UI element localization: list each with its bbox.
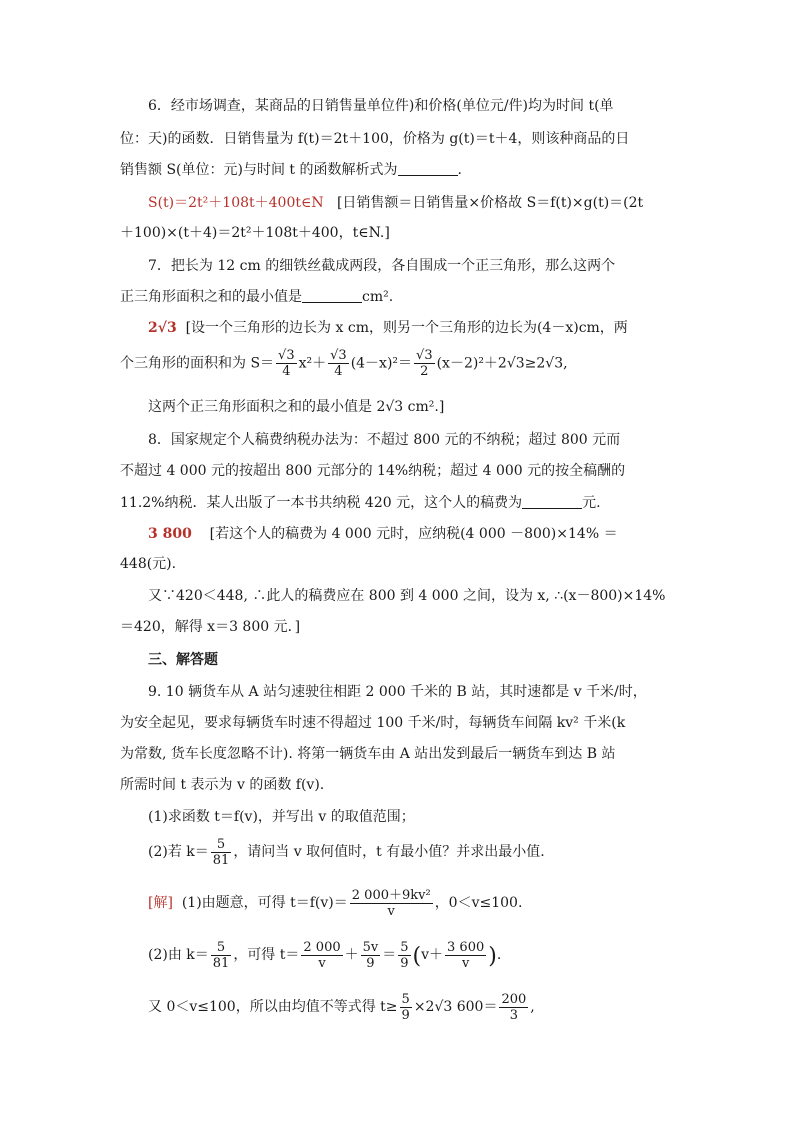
q8-line-3 <box>120 493 601 513</box>
q7-answer-line <box>148 318 628 338</box>
answer-blank <box>398 161 458 176</box>
fraction-den: 4 <box>334 364 343 379</box>
fraction-num: 3 600 <box>447 939 485 955</box>
fraction-den: 81 <box>212 852 230 868</box>
q9-sol2-text: ，可得 t＝ <box>233 947 300 963</box>
fraction-den: v <box>318 955 326 971</box>
fraction-den: v <box>461 955 470 971</box>
period: . <box>496 947 502 963</box>
q6-solution-2: ＋100)×(t＋4)＝2t²＋108t＋400，t∈N.] <box>120 225 390 241</box>
q7-sol2-term: (x－2)²＋2√3≥2√3, <box>436 355 568 372</box>
fraction-den: v <box>387 903 395 919</box>
fraction-den: 2 <box>420 364 429 379</box>
q6-line-2: 位：天)的函数．日销售量为 f(t)＝2t＋100，价格为 g(t)＝t＋4，则该种商品的日 <box>120 131 630 147</box>
fraction <box>414 348 435 379</box>
q9-part-2-question: ，请问当 v 取何值时，t 有最小值？并求出最小值. <box>233 844 545 860</box>
fraction-num: 5 <box>211 837 232 853</box>
q8-line-1: 8．国家规定个人稿费纳税办法为：不超过 800 元的不纳税；超过 800 元而 <box>148 432 621 448</box>
q8-line-3-end: 元. <box>582 495 601 511</box>
answer-blank <box>522 494 582 509</box>
q9-sol1-range: ，0＜v≤100. <box>434 895 523 911</box>
q6-line-3-end: . <box>457 162 462 178</box>
q8-solution-4: ＝420，解得 x＝3 800 元．] <box>120 619 301 635</box>
right-paren: ) <box>488 944 497 969</box>
q6-line-1: 6．经市场调查，某商品的日销售量单位件)和价格(单位元/件)均为时间 t(单 <box>148 98 614 114</box>
answer-blank <box>302 288 362 303</box>
fraction <box>276 348 297 379</box>
q7-solution-2 <box>120 348 568 379</box>
q7-answer: 2√3 <box>148 320 177 336</box>
fraction <box>398 940 410 971</box>
fraction-num: 5 <box>401 991 410 1007</box>
q7-sol2-term: x²＋ <box>298 355 327 372</box>
fraction-den: 81 <box>212 955 230 971</box>
q9-sol3-term: ×2√3 600＝ <box>413 999 498 1015</box>
q9-line-4: 所需时间 t 表示为 v 的函数 f(v). <box>120 777 325 793</box>
q7-line-2-unit: cm². <box>362 289 394 305</box>
q9-part-1: (1)求函数 t＝f(v)，并写出 v 的取值范围； <box>148 809 415 825</box>
fraction-num: 5v <box>362 939 379 955</box>
fraction-den: 9 <box>400 955 409 971</box>
fraction <box>499 992 528 1023</box>
fraction <box>328 348 349 379</box>
q6-solution-1: [日销售额＝日销售量×价格故 S＝f(t)×g(t)＝(2t <box>336 195 644 211</box>
fraction-num: 2 000＋9kv² <box>351 887 431 903</box>
solution-label: [解] <box>148 895 173 911</box>
equals-sign: ＝ <box>382 947 397 963</box>
fraction-den: 9 <box>401 1007 410 1023</box>
fraction <box>350 888 433 919</box>
q7-solution-3: 这两个正三角形面积之和的最小值是 2√3 cm².] <box>148 399 445 415</box>
q8-solution-3: 又∵420＜448, ∴此人的稿费应在 800 到 4 000 之间，设为 x, ∴(x－800)×14% <box>148 588 666 604</box>
fraction-num: 2 000 <box>303 939 341 955</box>
fraction <box>361 940 381 971</box>
fraction-num: √3 <box>416 348 433 363</box>
fraction-num: 200 <box>501 991 527 1007</box>
q9-line-2: 为安全起见，要求每辆货车时速不得超过 100 千米/时，每辆货车间隔 kv² 千米(k <box>120 715 626 731</box>
fraction <box>301 940 342 971</box>
q7-sol2-term: (4－x)²＝ <box>350 355 413 372</box>
q6-line-3 <box>120 160 462 180</box>
q8-answer-line <box>148 524 618 544</box>
section-heading: 三、解答题 <box>148 652 218 668</box>
q7-line-1: 7．把长为 12 cm 的细铁丝截成两段，各自围成一个正三角形，那么这两个 <box>148 258 616 274</box>
q9-solution-1 <box>148 886 522 920</box>
q7-line-2-text: 正三角形面积之和的最小值是 <box>120 289 302 305</box>
q9-part-2-text: (2)若 k＝ <box>148 844 209 860</box>
q7-sol2-text: 个三角形的面积和为 S＝ <box>120 355 275 372</box>
fraction <box>400 992 412 1023</box>
q8-solution-1: [若这个人的稿费为 4 000 元时，应纳税(4 000 －800)×14% ＝ <box>209 526 618 542</box>
q9-solution-3 <box>148 990 535 1024</box>
fraction-num: √3 <box>278 348 295 363</box>
fraction-num: √3 <box>330 348 347 363</box>
q9-line-3: 为常数, 货车长度忽略不计). 将第一辆货车由 A 站出发到最后一辆货车到达 B 站 <box>120 746 616 762</box>
q9-sol3-text: 又 0＜v≤100，所以由均值不等式得 t≥ <box>148 999 398 1015</box>
q8-line-2: 不超过 4 000 元的按超出 800 元部分的 14%纳税；超过 4 000 元的按全稿酬的 <box>120 463 626 479</box>
q8-solution-2: 448(元). <box>120 556 177 572</box>
fraction <box>211 940 232 971</box>
q9-line-1: 9. 10 辆货车从 A 站匀速驶往相距 2 000 千米的 B 站，其时速都是 v 千米/时， <box>148 684 647 700</box>
fraction <box>445 940 486 971</box>
fraction-den: 9 <box>366 955 375 971</box>
fraction <box>211 837 232 868</box>
q8-answer: 3 800 <box>148 526 192 542</box>
q7-line-2 <box>120 287 393 307</box>
q6-answer-line <box>148 193 643 213</box>
q6-answer: S(t)＝2t²＋108t＋400t∈N <box>148 195 324 211</box>
fraction-num: 5 <box>400 939 409 955</box>
comma: , <box>530 999 535 1015</box>
q6-line-3-text: 销售额 S(单位：元)与时间 t 的函数解析式为 <box>120 162 398 178</box>
fraction-num: 5 <box>211 940 232 956</box>
q9-solution-2 <box>148 938 501 974</box>
q9-part-2 <box>148 836 545 868</box>
left-paren: ( <box>412 944 422 969</box>
fraction-den: 4 <box>282 364 291 379</box>
plus-sign: ＋ <box>344 947 359 963</box>
q7-solution-1: [设一个三角形的边长为 x cm，则另一个三角形的边长为(4－x)cm，两 <box>185 320 628 336</box>
q9-sol1-text: (1)由题意，可得 t＝f(v)＝ <box>181 895 348 911</box>
q9-sol2-term: v＋ <box>421 947 444 963</box>
q8-line-3-text: 11.2%纳税．某人出版了一本书共纳税 420 元，这个人的稿费为 <box>120 495 523 511</box>
q9-sol2-text: (2)由 k＝ <box>148 947 209 963</box>
fraction-den: 3 <box>509 1007 518 1023</box>
